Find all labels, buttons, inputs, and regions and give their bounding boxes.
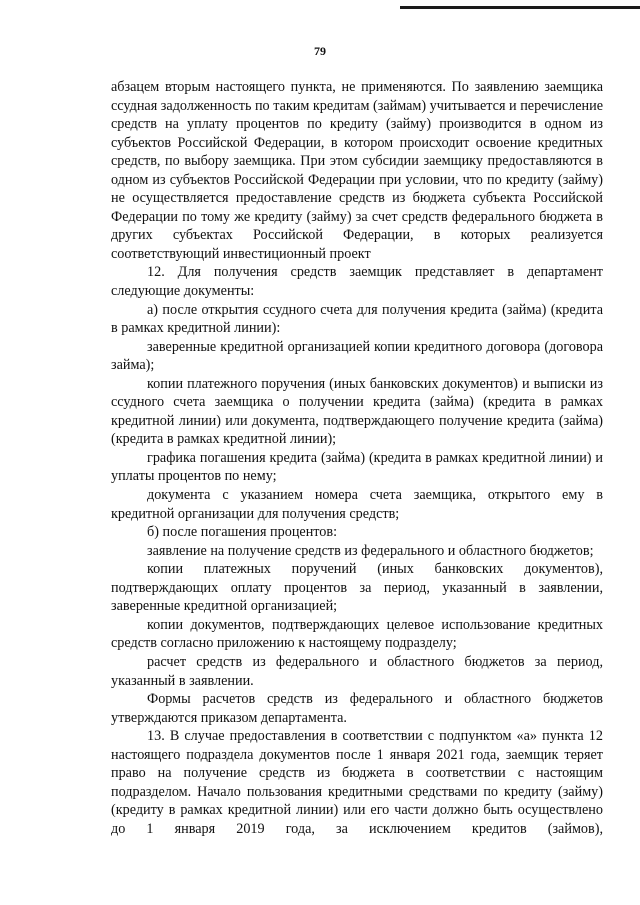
paragraph: копии платежных поручений (иных банковских документов), подтверждающих оплату процентов за период, указанный в заявлении, заверенные кредитной организацией; — [111, 561, 603, 615]
paragraph: а) после открытия ссудного счета для получения кредита (займа) (кредита в рамках кредитной линии): — [111, 301, 603, 337]
page-number: 79 — [314, 44, 326, 58]
paragraph: 13. В случае предоставления в соответствии с подпунктом «а» пункта 12 настоящего подраздела документов после 1 января 2021 года, заемщик теряет право на получение средств из бюджета в соответствии с настоящим подразделом. Начало пользования кредитными средствами по кредиту (займу) (кредиту в рамках кредитной линии) или его части должно быть осуществлено до 1 января 2019 года, за исключением кредитов (займов), — [111, 728, 603, 837]
top-border-line — [400, 6, 640, 9]
paragraph: документа с указанием номера счета заемщика, открытого ему в кредитной организации для получения средств; — [111, 487, 603, 522]
paragraph: заверенные кредитной организацией копии кредитного договора (договора займа); — [111, 338, 603, 374]
paragraph: б) после погашения процентов: — [147, 524, 338, 541]
paragraph: копии документов, подтверждающих целевое использование кредитных средств согласно приложению к настоящему подразделу; — [111, 616, 603, 652]
paragraph: расчет средств из федерального и областного бюджетов за период, указанный в заявлении. — [111, 653, 603, 689]
paragraph: абзацем вторым настоящего пункта, не применяются. По заявлению заемщика ссудная задолженность по таким кредитам (займам) учитывается и перечисление средств на уплату процентов по кредиту (займу) производится в одном из субъектов Российской Федерации, в котором происходит освоение кредитных средств, по выбору заемщика. При этом субсидии заемщику предоставляются в одном из субъектов Российской Федерации при условии, что по кредиту (займу) не осуществляется предоставление средств из бюджета субъекта Российской Федерации по тому же кредиту (займу) за счет средств федерального бюджета в других субъектах Российской Федерации, в которых реализуется соответствующий инвестиционный проект — [111, 79, 603, 262]
paragraph: копии платежного поручения (иных банковских документов) и выписки из ссудного счета заемщика о получении кредита (займа) (кредита в рамках кредитной линии) или документа, подтверждающего получение кредита (займа) (кредита в рамках кредитной линии); — [111, 375, 603, 448]
document-body — [111, 78, 603, 838]
paragraph: заявление на получение средств из федерального и областного бюджетов; — [147, 542, 594, 559]
paragraph: 12. Для получения средств заемщик представляет в департамент следующие документы: — [111, 264, 603, 300]
paragraph: Формы расчетов средств из федерального и областного бюджетов утверждаются приказом департамента. — [111, 691, 603, 726]
paragraph: графика погашения кредита (займа) (кредита в рамках кредитной линии) и уплаты процентов по нему; — [111, 449, 603, 485]
